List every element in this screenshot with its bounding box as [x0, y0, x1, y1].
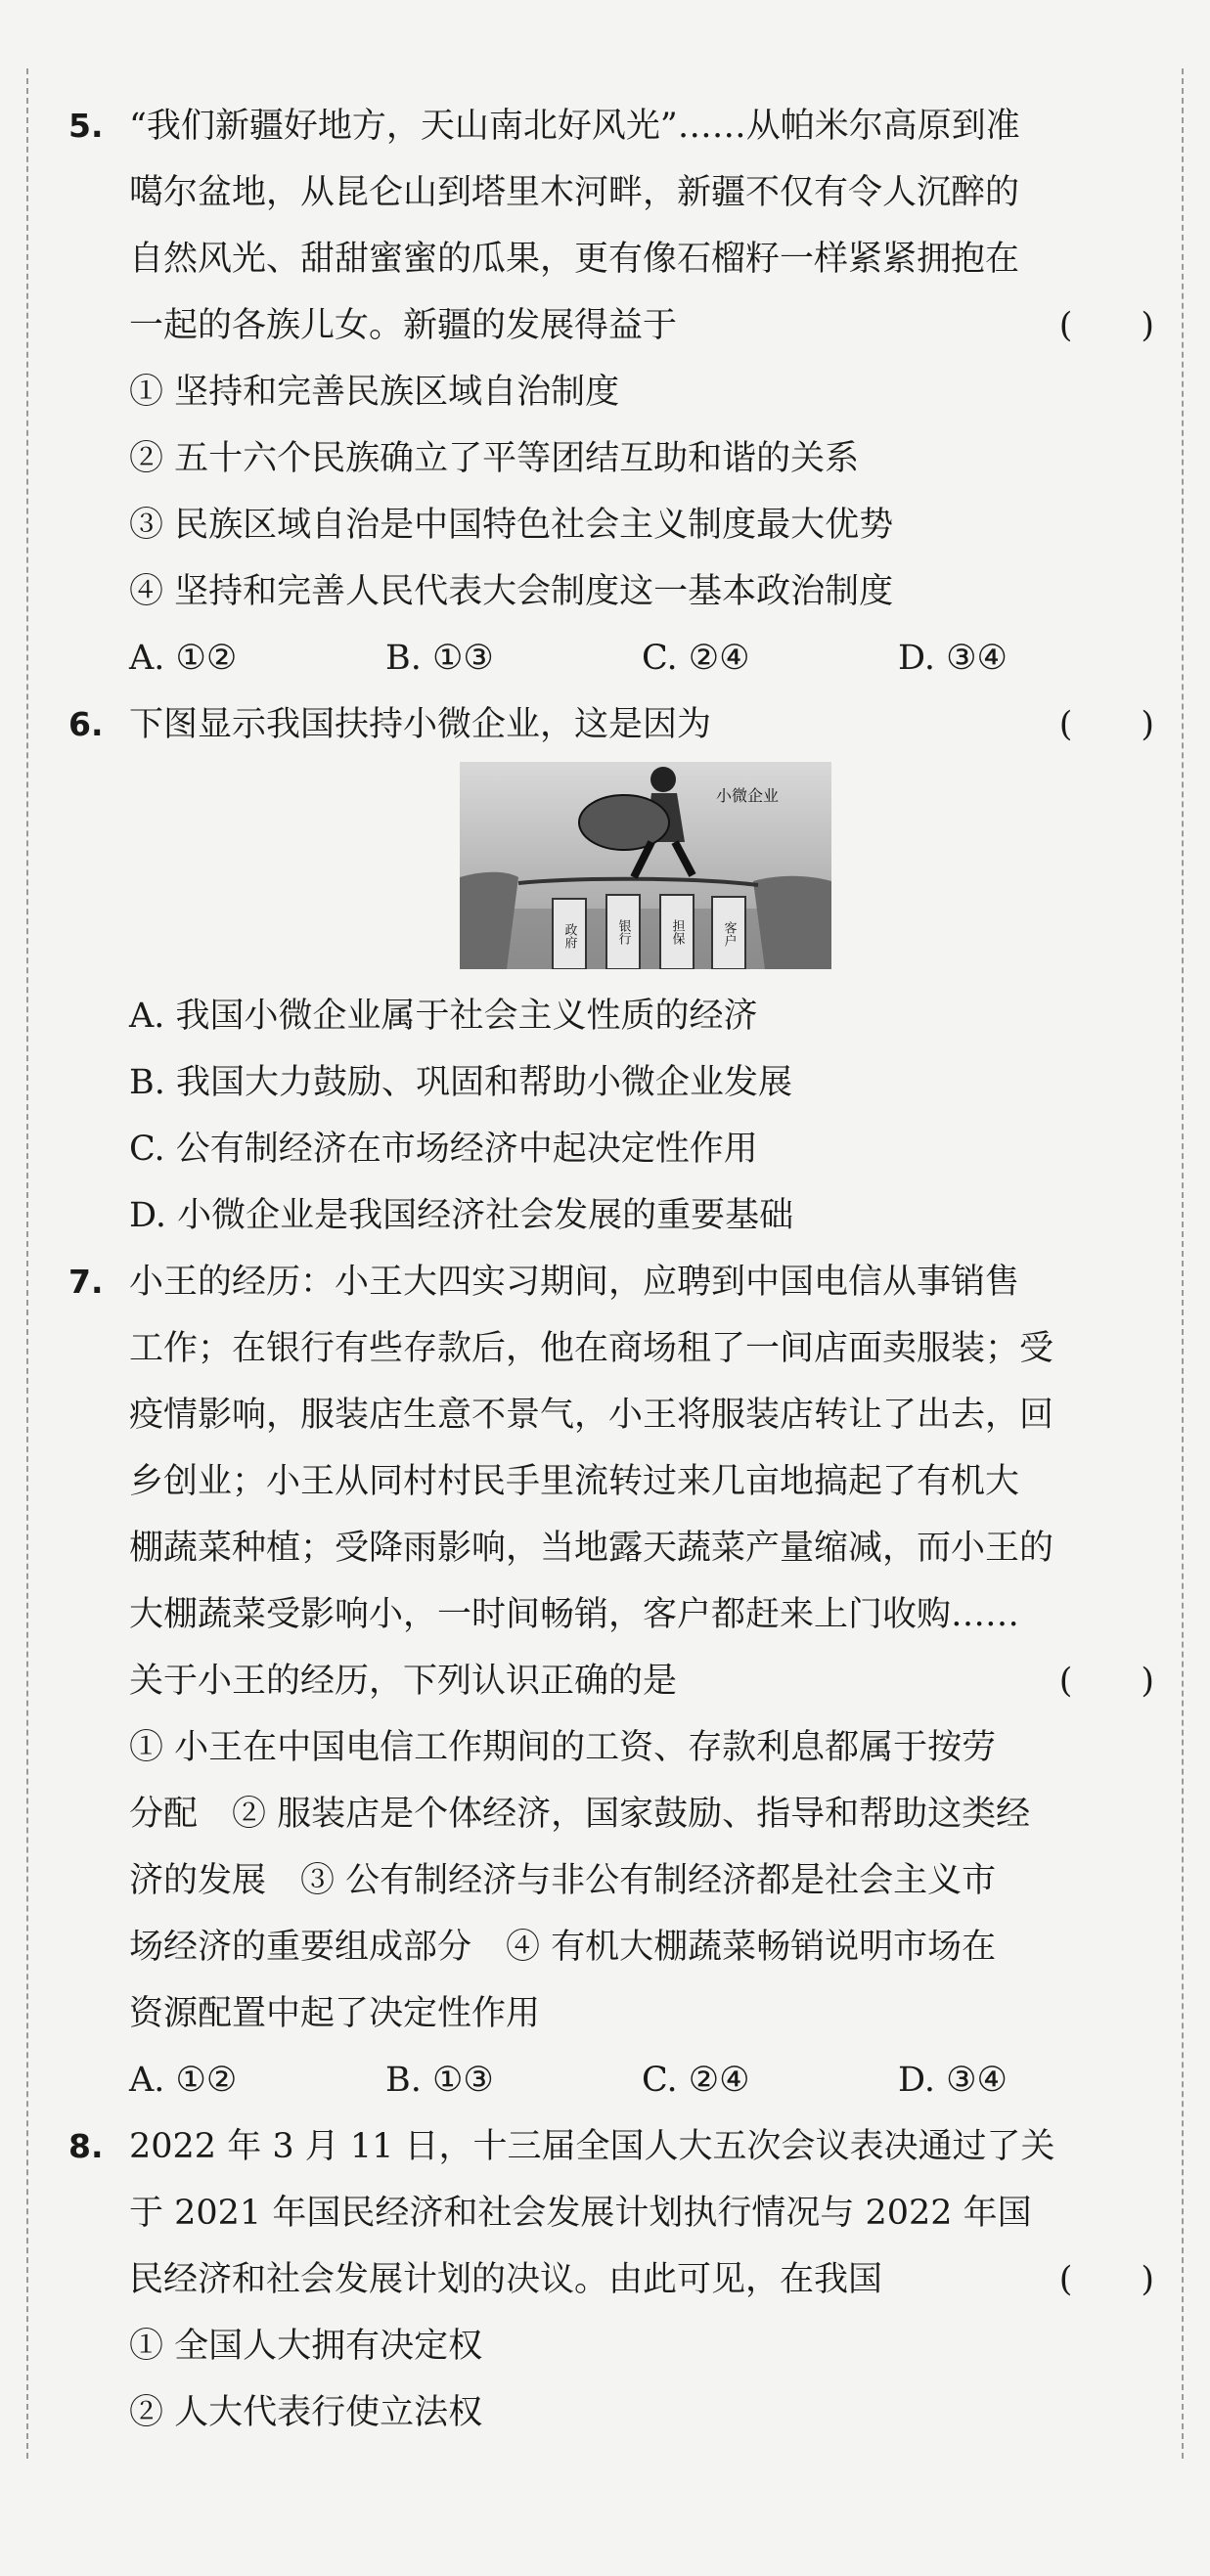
- stem-text: 民经济和社会发展计划的决议。由此可见，在我国: [129, 2260, 883, 2299]
- stem-line: 疫情影响，服装店生意不景气，小王将服装店转让了出去，回: [129, 1396, 1054, 1435]
- stem-line: 于 2021 年国民经济和社会发展计划执行情况与 2022 年国: [129, 2194, 1032, 2233]
- stem-line-last: [129, 1648, 1154, 1714]
- stem-line-last: [129, 2246, 1154, 2313]
- stem-text: 一起的各族儿女。新疆的发展得益于: [129, 306, 678, 345]
- choice-a[interactable]: A. ①②: [129, 2061, 238, 2100]
- statement-line: 资源配置中起了决定性作用: [129, 1994, 541, 2033]
- statement: ① 坚持和完善民族区域自治制度: [129, 373, 620, 412]
- choice-row: [129, 2047, 1154, 2113]
- statement-line: 分配 ② 服装店是个体经济，国家鼓励、指导和帮助这类经: [129, 1795, 1031, 1834]
- stem-line: 大棚蔬菜受影响小，一时间畅销，客户都赶来上门收购……: [129, 1595, 1020, 1634]
- stem-line: “我们新疆好地方，天山南北好风光”……从帕米尔高原到准: [129, 107, 1020, 146]
- stem-line: 棚蔬菜种植；受降雨影响，当地露天蔬菜产量缩减，而小王的: [129, 1529, 1054, 1568]
- question-number: 7.: [68, 1263, 104, 1301]
- statement-line: ① 小王在中国电信工作期间的工资、存款利息都属于按劳: [129, 1728, 997, 1767]
- choice-b[interactable]: B. ①③: [385, 2061, 494, 2100]
- answer-bracket: ( ): [1058, 705, 1154, 744]
- stem-line-last: [129, 691, 1154, 758]
- question-5: [68, 93, 1154, 691]
- question-7: [68, 1249, 1154, 2113]
- choice-b[interactable]: B. ①③: [385, 639, 494, 678]
- question-8: [68, 2113, 1154, 2446]
- figure-title: 小微企业: [716, 786, 780, 805]
- choice-a[interactable]: A. ①②: [129, 639, 238, 678]
- question-number: 6.: [68, 705, 104, 743]
- pillar-label: 银行: [615, 919, 631, 945]
- answer-bracket: ( ): [1058, 306, 1154, 345]
- right-dashed-margin: [1182, 68, 1184, 2459]
- cartoon-illustration: [460, 762, 831, 969]
- choice-c[interactable]: C. 公有制经济在市场经济中起决定性作用: [129, 1130, 758, 1169]
- left-dashed-margin: [26, 68, 28, 2459]
- pillar-label: 担保: [669, 919, 685, 945]
- question-number: 5.: [68, 107, 104, 145]
- stem-line: 2022 年 3 月 11 日，十三届全国人大五次会议表决通过了关: [129, 2127, 1055, 2166]
- choice-row: [129, 625, 1154, 691]
- pillar-label: 政府: [561, 923, 577, 949]
- statement: ② 五十六个民族确立了平等团结互助和谐的关系: [129, 439, 860, 478]
- stem-line: 工作；在银行有些存款后，他在商场租了一间店面卖服装；受: [129, 1329, 1054, 1368]
- choice-d[interactable]: D. 小微企业是我国经济社会发展的重要基础: [129, 1196, 794, 1235]
- statement-line: 济的发展 ③ 公有制经济与非公有制经济都是社会主义市: [129, 1861, 997, 1900]
- pillar-label: 客户: [721, 921, 737, 947]
- choice-d[interactable]: D. ③④: [898, 639, 1008, 678]
- statement: ② 人大代表行使立法权: [129, 2393, 483, 2432]
- stem-line-last: [129, 292, 1154, 359]
- question-page: [68, 93, 1154, 2446]
- question-number: 8.: [68, 2127, 104, 2165]
- stem-line: 乡创业；小王从同村村民手里流转过来几亩地搞起了有机大: [129, 1462, 1020, 1501]
- right-cliff: [753, 876, 831, 969]
- question-6: [68, 691, 1154, 1249]
- statement: ① 全国人大拥有决定权: [129, 2327, 483, 2366]
- cartoon-figure: [460, 762, 831, 969]
- stem-text: 关于小王的经历，下列认识正确的是: [129, 1662, 678, 1701]
- choice-a[interactable]: A. 我国小微企业属于社会主义性质的经济: [129, 997, 758, 1036]
- stem-text: 下图显示我国扶持小微企业，这是因为: [129, 705, 712, 744]
- statement-line: 场经济的重要组成部分 ④ 有机大棚蔬菜畅销说明市场在: [129, 1928, 997, 1967]
- choice-b[interactable]: B. 我国大力鼓励、巩固和帮助小微企业发展: [129, 1063, 792, 1102]
- answer-bracket: ( ): [1058, 2260, 1154, 2299]
- answer-bracket: ( ): [1058, 1662, 1154, 1701]
- choice-c[interactable]: C. ②④: [642, 2061, 750, 2100]
- statement: ③ 民族区域自治是中国特色社会主义制度最大优势: [129, 506, 894, 545]
- stem-line: 噶尔盆地，从昆仑山到塔里木河畔，新疆不仅有令人沉醉的: [129, 173, 1020, 212]
- statement: ④ 坚持和完善人民代表大会制度这一基本政治制度: [129, 572, 894, 611]
- stem-line: 自然风光、甜甜蜜蜜的瓜果，更有像石榴籽一样紧紧拥抱在: [129, 240, 1020, 279]
- stem-line: 小王的经历：小王大四实习期间，应聘到中国电信从事销售: [129, 1263, 1020, 1302]
- choice-d[interactable]: D. ③④: [898, 2061, 1008, 2100]
- choice-c[interactable]: C. ②④: [642, 639, 750, 678]
